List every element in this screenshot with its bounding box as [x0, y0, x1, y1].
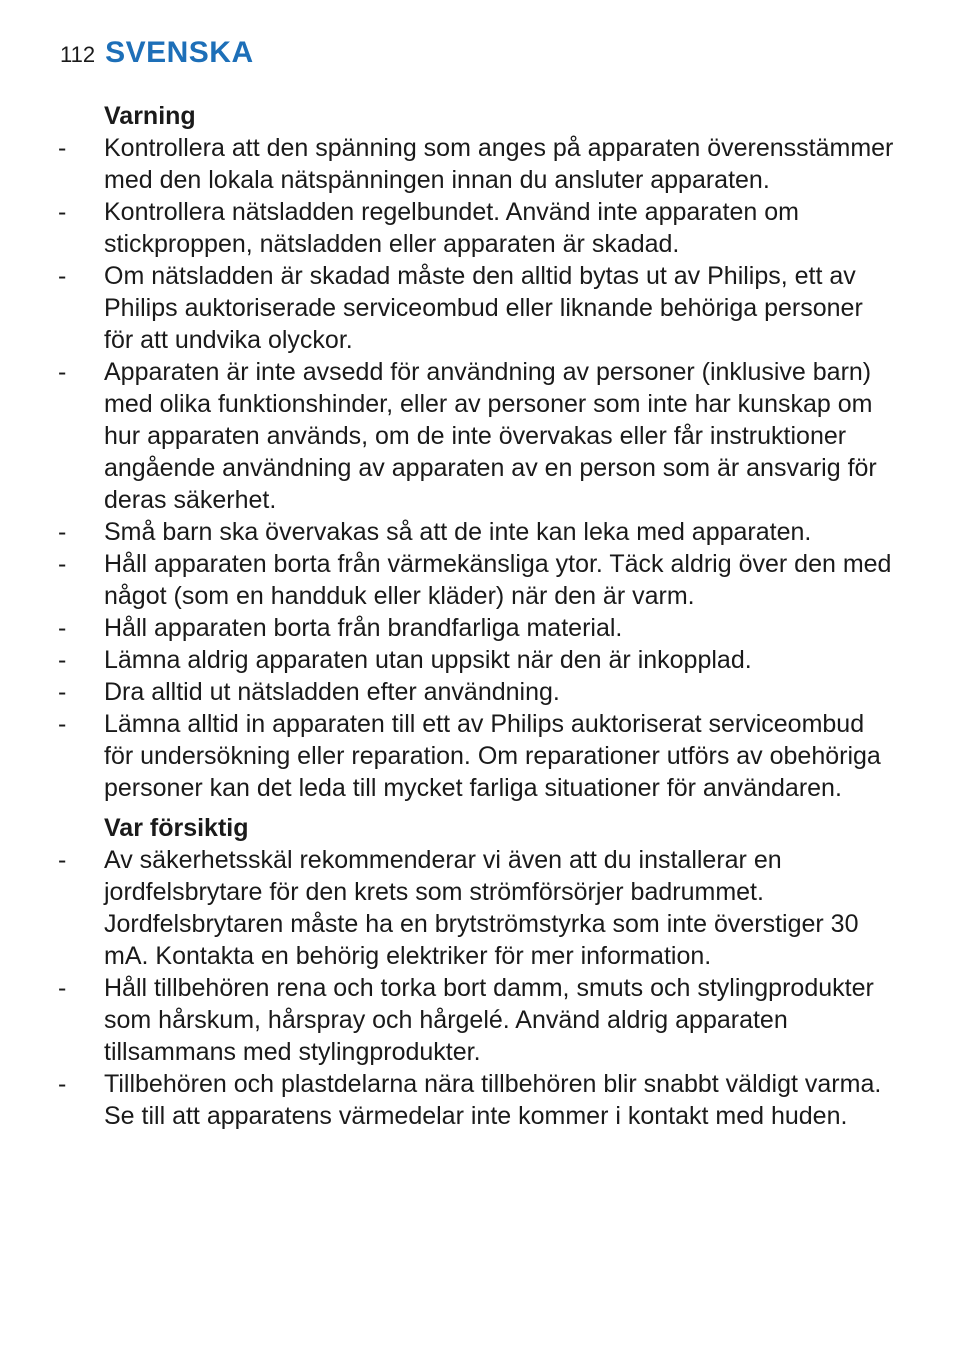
list-item-text: Lämna aldrig apparaten utan uppsikt när den är inkopplad.	[104, 646, 752, 674]
list-item	[0, 132, 954, 196]
section-heading-warning: Varning	[104, 102, 196, 130]
bullet-dash: -	[58, 678, 67, 706]
list-item	[0, 644, 954, 676]
list-item-text: Håll apparaten borta från brandfarliga material.	[104, 614, 623, 642]
bullet-dash: -	[58, 358, 67, 386]
caution-list	[0, 844, 954, 1132]
list-item-text: Små barn ska övervakas så att de inte kan leka med apparaten.	[104, 518, 812, 546]
list-item-text: Håll tillbehören rena och torka bort damm, smuts och stylingprodukter som hårskum, hårspray och hårgelé. Använd aldrig apparaten tillsammans med stylingprodukter.	[104, 974, 874, 1066]
list-item	[0, 676, 954, 708]
list-item	[0, 516, 954, 548]
bullet-dash: -	[58, 646, 67, 674]
list-item-text: Lämna alltid in apparaten till ett av Philips auktoriserat serviceombud för undersökning eller reparation. Om reparationer utförs av obehöriga personer kan det leda till mycket farliga situationer för användaren.	[104, 710, 881, 802]
bullet-dash: -	[58, 846, 67, 874]
list-item-text: Apparaten är inte avsedd för användning av personer (inklusive barn) med olika funktionshinder, eller av personer som inte har kunskap om hur apparaten används, om de inte övervakas eller får instruktioner angående användning av apparaten av en person som är ansvarig för deras säkerhet.	[104, 358, 877, 514]
bullet-dash: -	[58, 134, 67, 162]
section-heading-caution: Var försiktig	[104, 814, 249, 842]
bullet-dash: -	[58, 710, 67, 738]
caution-section	[0, 812, 954, 1132]
bullet-dash: -	[58, 550, 67, 578]
bullet-dash: -	[58, 198, 67, 226]
list-item	[0, 196, 954, 260]
list-item-text: Om nätsladden är skadad måste den alltid bytas ut av Philips, ett av Philips auktoriserade serviceombud eller liknande behöriga personer för att undvika olyckor.	[104, 262, 863, 354]
list-item-text: Tillbehören och plastdelarna nära tillbehören blir snabbt väldigt varma. Se till att apparatens värmedelar inte kommer i kontakt med huden.	[104, 1070, 882, 1130]
list-item	[0, 548, 954, 612]
warning-list	[0, 132, 954, 804]
list-item-text: Håll apparaten borta från värmekänsliga ytor. Täck aldrig över den med något (som en handduk eller kläder) när den är varm.	[104, 550, 892, 610]
list-item	[0, 260, 954, 356]
bullet-dash: -	[58, 974, 67, 1002]
list-item-text: Av säkerhetsskäl rekommenderar vi även att du installerar en jordfelsbrytare för den krets som strömförsörjer badrummet. Jordfelsbrytaren måste ha en brytströmstyrka som inte överstiger 30 mA. Kontakta en behörig elektriker för mer information.	[104, 846, 859, 970]
list-item	[0, 1068, 954, 1132]
list-item-text: Kontrollera att den spänning som anges på apparaten överensstämmer med den lokala nätspänningen innan du ansluter apparaten.	[104, 134, 894, 194]
list-item-text: Kontrollera nätsladden regelbundet. Använd inte apparaten om stickproppen, nätsladden eller apparaten är skadad.	[104, 198, 799, 258]
page-header	[60, 36, 254, 72]
bullet-dash: -	[58, 262, 67, 290]
list-item	[0, 844, 954, 972]
page-number: 112	[60, 42, 96, 67]
list-item	[0, 708, 954, 804]
document-body	[0, 100, 954, 1140]
list-item-text: Dra alltid ut nätsladden efter användning.	[104, 678, 560, 706]
bullet-dash: -	[58, 614, 67, 642]
warning-section	[0, 100, 954, 804]
list-item	[0, 972, 954, 1068]
bullet-dash: -	[58, 1070, 67, 1098]
list-item	[0, 612, 954, 644]
language-section-label: SVENSKA	[105, 36, 254, 69]
list-item	[0, 356, 954, 516]
bullet-dash: -	[58, 518, 67, 546]
